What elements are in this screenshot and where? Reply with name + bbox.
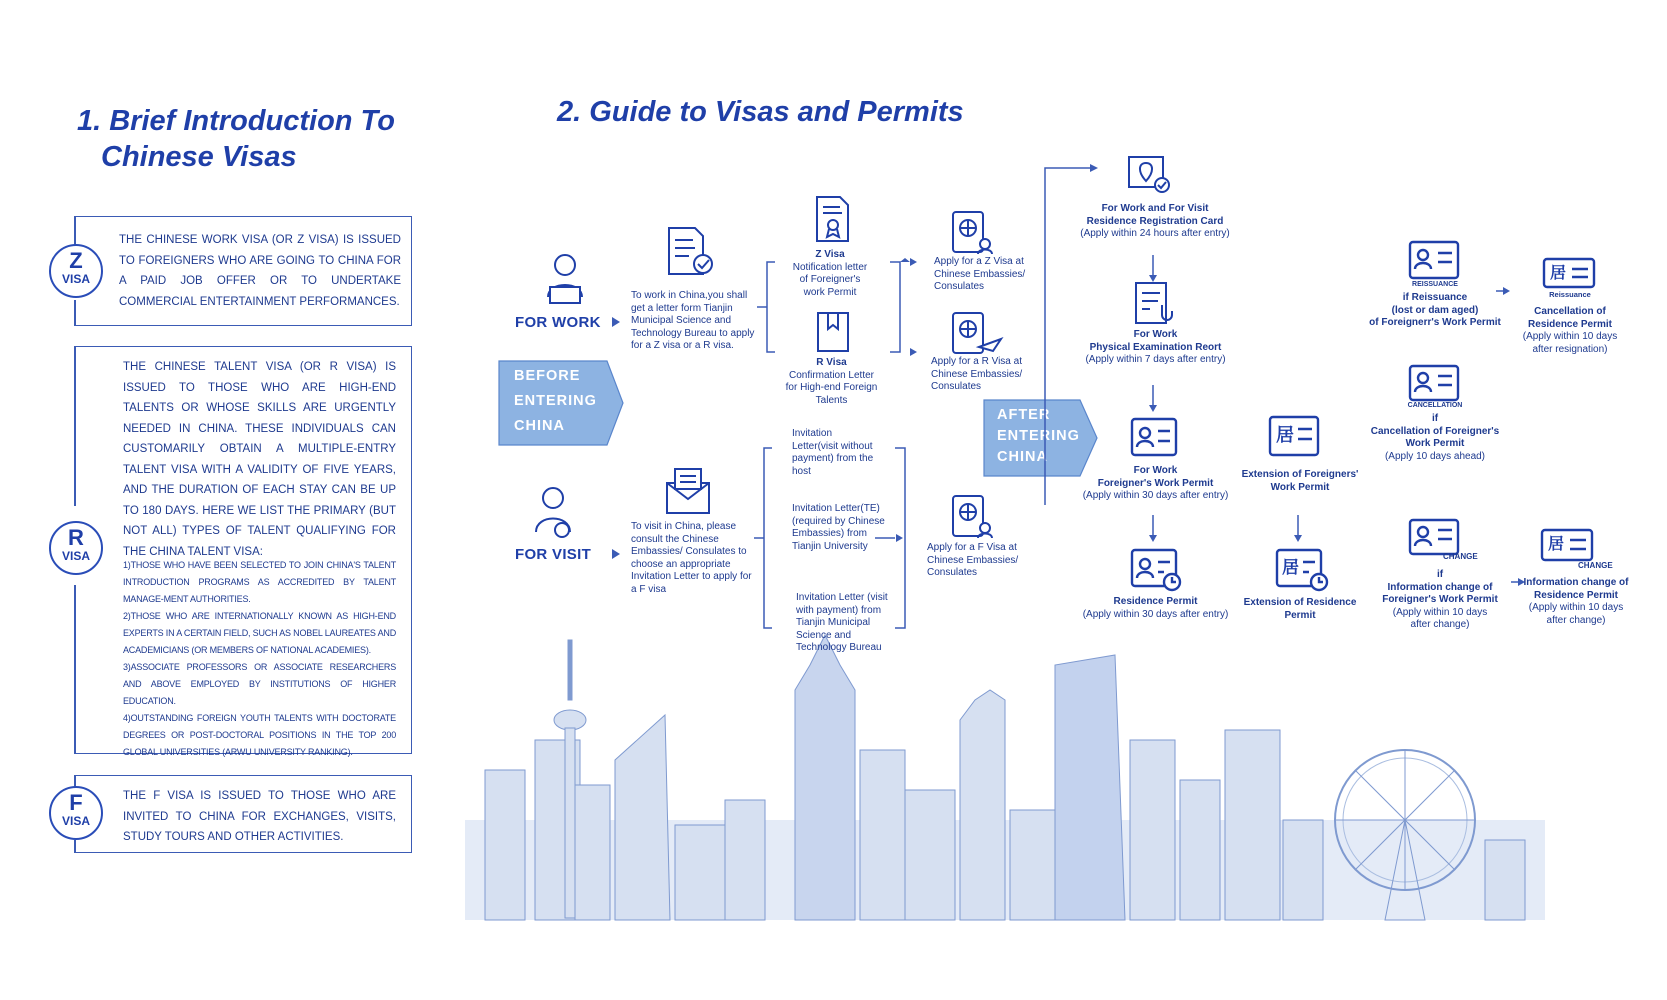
reg-card-name: Residence Registration Card: [1086, 215, 1224, 227]
r-confirm-text: Confirmation Letter for High-end Foreign Talents: [785, 369, 878, 406]
after-line3: CHINA: [997, 449, 1048, 465]
cancel-line1: if: [1431, 413, 1439, 424]
cancellation-label: [1360, 413, 1510, 463]
r-visa-item: 3)ASSOCIATE PROFESSORS OR ASSOCIATE RESEARCHERS AND ABOVE EMPLOYED BY INSTITUTIONS OF HIGHER EDUCATION.: [123, 662, 396, 706]
reissuance-tag: REISSUANCE: [1412, 281, 1458, 288]
reissuance-residence-glyph: 居: [1550, 265, 1567, 282]
for-work-label: FOR WORK: [515, 314, 601, 331]
r-badge-word: VISA: [61, 549, 90, 563]
apply-z-label: Apply for a Z Visa at Chinese Embassies/ Consulates: [934, 256, 1026, 292]
location-check-icon: [1127, 155, 1173, 195]
section1-title-line2: Chinese Visas: [101, 141, 297, 173]
before-line2: ENTERING: [514, 393, 597, 409]
work-permit-name: Foreigner's Work Permit: [1097, 477, 1214, 489]
phys-name: Physical Examination Reort: [1089, 341, 1222, 353]
cancel-res-line3: (Apply within 10 days: [1522, 331, 1618, 342]
change-res-line2: Residence Permit: [1534, 589, 1618, 601]
change-residence-tag: CHANGE: [1578, 561, 1613, 570]
z-notification-document-icon: [814, 195, 852, 243]
ext-residence-label: [1235, 597, 1365, 622]
change-line1: if: [1436, 569, 1444, 580]
f-badge-word: VISA: [61, 814, 90, 828]
r-confirm-label: [784, 357, 879, 407]
z-visa-text: THE CHINESE WORK VISA (OR Z VISA) IS ISSUED TO FOREIGNERS WHO ARE GOING TO CHINA FOR A PAID JOB OFFER OR TO UNDERTAKE COMMERCIAL ENTERTAINMENT PERFORMANCES.: [119, 234, 401, 308]
registration-card-label: [1060, 203, 1250, 241]
after-line2: ENTERING: [997, 428, 1080, 444]
work-permit-label: [1068, 465, 1243, 503]
f-badge-letter: F: [69, 790, 83, 815]
reg-card-title: For Work and For Visit: [1101, 203, 1209, 214]
ext-work-glyph: 居: [1276, 425, 1294, 445]
ext-work-line2: Work Permit: [1270, 481, 1330, 493]
z-notice-label: [790, 249, 870, 299]
reissue-line2: (lost or dam aged): [1391, 304, 1479, 316]
res-permit-name: Residence Permit: [1113, 596, 1198, 607]
r-visa-item: 1)THOSE WHO HAVE BEEN SELECTED TO JOIN CHINA'S TALENT INTRODUCTION PROGRAMS AS ACCREDITED BY TALENT MANAGE-MENT AUTHORITIES.: [123, 560, 396, 604]
visit-description: To visit in China, please consult the Chinese Embassies/ Consulates to choose an appropriate Invitation Letter to apply for a F visa: [631, 521, 752, 595]
reissuance-label: [1360, 292, 1510, 330]
passport-z-icon: [951, 210, 995, 256]
work-permit-deadline: (Apply within 30 days after entry): [1082, 490, 1229, 501]
document-check-icon: [665, 226, 715, 278]
work-description: To work in China,you shall get a letter form Tianjin Municipal Science and Technology Bureau to apply for a Z visa or a R visa.: [631, 290, 755, 351]
ext-residence-glyph: 居: [1282, 558, 1299, 577]
passport-f-icon: [951, 494, 995, 540]
z-notice-title: Z Visa: [815, 249, 845, 260]
cancel-res-line2: Residence Permit: [1528, 318, 1612, 330]
residence-permit-clock-icon: [1130, 548, 1182, 592]
change-line5: after change): [1410, 619, 1470, 630]
change-res-line1: Information change of: [1523, 577, 1629, 588]
change-line3: Foreigner's Work Permit: [1382, 594, 1498, 605]
before-line1: BEFORE: [514, 368, 581, 384]
r-visa-text: THE CHINESE TALENT VISA (OR R VISA) IS ISSUED TO THOSE WHO ARE HIGH-END TALENTS OR WHOSE SKILLS ARE URGENTLY NEEDED IN CHINA. THESE INDIVIDUALS CAN CUSTOMARILY OBTAIN A MULTIPLE-ENTRY TALENT VISA WITH A VALIDITY OF FIVE YEARS, AND THE DURATION OF EACH STAY CAN BE UP TO 180 DAYS. HERE WE LIST THE PRIMARY (BUT NOT ALL) TYPES OF TALENT QUALIFYING FOR THE CHINA TALENT VISA:: [123, 361, 396, 558]
work-permit-card-icon: [1130, 417, 1178, 457]
before-line3: CHINA: [514, 418, 565, 434]
reissue-line3: of Foreignerr's Work Permit: [1369, 317, 1501, 328]
r-visa-item: 4)OUTSTANDING FOREIGN YOUTH TALENTS WITH DOCTORATE DEGREES OR POST-DOCTORAL POSITIONS IN THE TOP 200 GLOBAL UNIVERSITIES (ARWU UNIVERSITY RANKING).: [123, 713, 396, 757]
phys-title: For Work: [1133, 329, 1178, 340]
z-notice-text: Notification letter of Foreigner's work Permit: [792, 261, 868, 298]
ext-res-line1: Extension of Residence: [1243, 597, 1357, 608]
physical-exam-label: [1068, 329, 1243, 367]
change-res-line4: after change): [1546, 614, 1606, 626]
work-permit-title: For Work: [1133, 465, 1178, 476]
z-badge-word: VISA: [61, 272, 90, 286]
medical-exam-icon: [1134, 281, 1176, 327]
f-visa-text: THE F VISA IS ISSUED TO THOSE WHO ARE INVITED TO CHINA FOR EXCHANGES, VISITS, STUDY TOURS AND OTHER ACTIVITIES.: [123, 790, 396, 843]
reg-card-deadline: (Apply within 24 hours after entry): [1080, 228, 1230, 239]
residence-permit-label: [1068, 596, 1243, 621]
r-badge-letter: R: [68, 525, 84, 550]
change-residence-glyph: 居: [1548, 536, 1565, 553]
change-label: [1365, 569, 1515, 632]
change-line4: (Apply within 10 days: [1392, 606, 1488, 618]
change-tag: CHANGE: [1443, 552, 1478, 561]
cancel-residence-label: [1510, 306, 1630, 356]
passport-r-plane-icon: [951, 311, 1005, 357]
phys-deadline: (Apply within 7 days after entry): [1085, 354, 1226, 365]
invitation-letter-3: Invitation Letter (visit with payment) from Tianjin Municipal Science and Technology Bureau: [796, 592, 888, 653]
reissuance-residence-tag: Reissuance: [1549, 290, 1591, 299]
change-line2: Information change of: [1387, 581, 1493, 593]
r-visa-item: 2)THOSE WHO ARE INTERNATIONALLY KNOWN AS HIGH-END EXPERTS IN A CERTAIN FIELD, SUCH AS NOBEL LAUREATES AND ACADEMICIANS (OR MEMBERS OF NATIONAL ACADEMIES).: [123, 611, 396, 655]
cancellation-card-icon: [1408, 364, 1462, 402]
r-confirm-title: R Visa: [816, 357, 847, 368]
cancel-res-line1: Cancellation of: [1534, 306, 1606, 317]
z-badge-letter: Z: [69, 248, 83, 273]
cancel-res-line4: after resignation): [1532, 343, 1608, 355]
section2-title: 2. Guide to Visas and Permits: [557, 96, 964, 128]
ext-res-line2: Permit: [1284, 609, 1316, 621]
cancel-line3: Work Permit: [1405, 438, 1465, 449]
reissuance-card-icon: [1408, 240, 1462, 280]
cancel-line2: Cancellation of Foreigner's: [1370, 425, 1500, 437]
apply-r-label: Apply for a R Visa at Chinese Embassies/ Consulates: [931, 356, 1023, 392]
for-visit-label: FOR VISIT: [515, 546, 592, 563]
worker-person-icon: [540, 251, 590, 307]
envelope-letter-icon: [665, 467, 711, 515]
reissue-line1: if Reissuance: [1402, 292, 1468, 303]
invitation-letter-2: Invitation Letter(TE)(required by Chinese Embassies) from Tianjin University: [792, 503, 885, 552]
section1-title-line1: 1. Brief Introduction To: [77, 105, 395, 137]
invitation-letter-1: Invitation Letter(visit without payment) from the host: [792, 428, 874, 477]
res-permit-deadline: (Apply within 30 days after entry): [1082, 608, 1229, 620]
ext-work-permit-label: [1235, 469, 1365, 494]
ext-work-line1: Extension of Foreigners': [1241, 469, 1359, 480]
change-residence-label: [1516, 577, 1636, 627]
change-res-line3: (Apply within 10 days: [1528, 602, 1624, 613]
cancellation-tag: CANCELLATION: [1407, 402, 1463, 409]
cancel-line4: (Apply 10 days ahead): [1384, 450, 1486, 462]
apply-f-label: Apply for a F Visa at Chinese Embassies/ Consulates: [927, 542, 1019, 578]
r-confirmation-book-icon: [816, 311, 850, 353]
after-line1: AFTER: [997, 407, 1051, 423]
visitor-person-icon: [528, 484, 578, 542]
